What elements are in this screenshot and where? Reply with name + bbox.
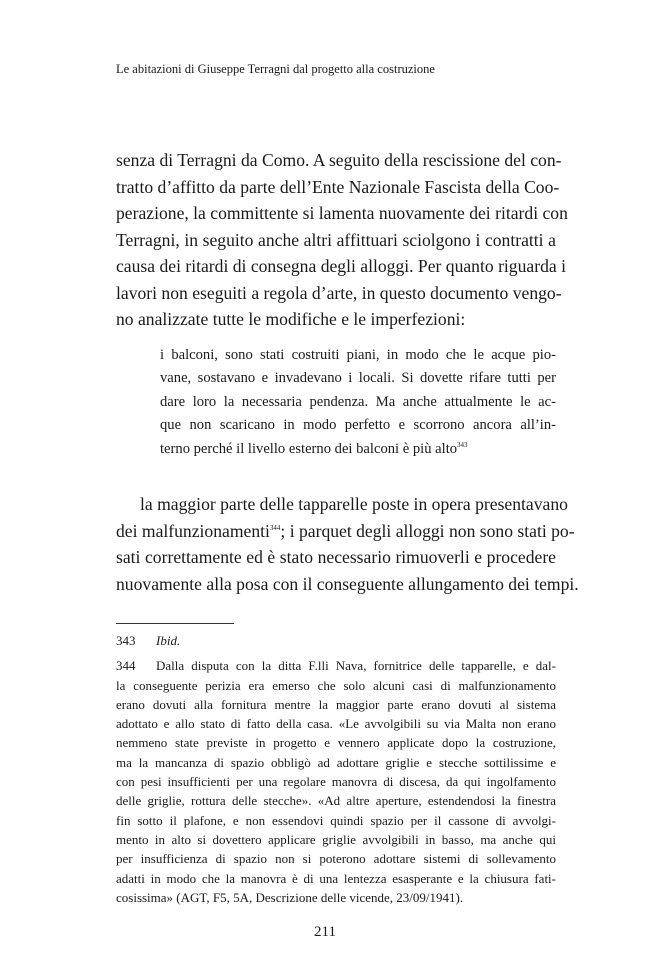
footnote-line: la conseguente perizia era emerso che solo alcuni casi di malfunzionamento: [116, 677, 556, 693]
footnote-number: 343: [116, 633, 136, 648]
body-paragraph-1: [116, 147, 568, 333]
text-line: Terragni, in seguito anche altri affittuari sciolgono i contratti a: [116, 229, 556, 250]
footnote-line: fin sotto il plafone, e non essendovi quindi spazio per il cassone di avvolgi-: [116, 812, 556, 828]
page-number: 211: [314, 924, 336, 940]
text-fragment: dei malfunzionamenti: [116, 520, 270, 541]
footnote-line: mento in alto si dovettero applicare griglie avvolgibili in basso, ma anche qui: [116, 831, 556, 847]
footnote-text: Dalla disputa con la ditta F.lli Nava, fornitrice delle tapparelle, e dal-: [156, 658, 556, 674]
footnote-line-first: [116, 656, 556, 675]
footnote-number: 344: [116, 658, 136, 674]
text-line: lavori non eseguiti a regola d’arte, in questo documento vengo-: [116, 282, 562, 303]
quote-line: vane, sostavano e invadevano i locali. Si dovette rifare tutti per: [160, 370, 556, 387]
footnote-line: con pesi insufficienti per una regolare manovra di discesa, da qui ingolfamento: [116, 774, 556, 790]
footnote-line: per insufficienza di spazio non si poterono adottare sistemi di sollevamento: [116, 851, 556, 867]
footnote-separator: [116, 623, 234, 624]
footnote-line: nemmeno state previste in progetto e vennero applicate dopo la costruzione,: [116, 735, 556, 751]
text-line: sati correttamente ed è stato necessario rimuoverli e procedere: [116, 547, 556, 568]
quote-line: que non scaricano in modo perfetto e scorrono ancora all’in-: [160, 417, 556, 434]
footnote-line: adottato e allo stato di fatto della casa. «Le avvolgibili su via Malta non erano: [116, 716, 556, 732]
text-line: tratto d’affitto da parte dell’Ente Nazionale Fascista della Coo-: [116, 176, 560, 197]
quote-line-text: terno perché il livello esterno dei balconi è più alto: [160, 440, 458, 457]
text-line: perazione, la committente si lamenta nuovamente dei ritardi con: [116, 203, 568, 223]
footnote-line: cosissima» (AGT, F5, 5A, Descrizione delle vicende, 23/09/1941).: [116, 889, 464, 905]
footnote-ref-344[interactable]: 344: [269, 523, 281, 532]
footnotes: [116, 631, 556, 913]
footnote-343: [116, 631, 556, 650]
quote-line: dare loro la necessaria pendenza. Ma anche attualmente le ac-: [160, 393, 556, 410]
text-line: la maggior parte delle tapparelle poste in opera presentavano: [140, 494, 568, 514]
text-line: senza di Terragni da Como. A seguito della rescissione del con-: [116, 150, 562, 170]
block-quote: [160, 344, 556, 461]
footnote-line: adatti in modo che la manovra è di una lentezza esasperante e la chiusura fati-: [116, 870, 556, 886]
footnote-ref-343[interactable]: 343: [457, 440, 468, 449]
quote-line-last: [160, 438, 556, 461]
quote-line: i balconi, sono stati costruiti piani, in modo che le acque pio-: [160, 347, 556, 363]
text-line: nuovamente alla posa con il conseguente allungamento dei tempi.: [116, 574, 579, 595]
text-fragment: ; i parquet degli alloggi non sono stati po-: [280, 520, 575, 541]
body-paragraph-2: [116, 491, 579, 598]
footnote-344: [116, 656, 556, 907]
footnote-line: delle griglie, rottura delle stecche». «Ad altre aperture, estendendosi la finestra: [116, 793, 556, 809]
running-header: Le abitazioni di Giuseppe Terragni dal progetto alla costruzione: [116, 62, 435, 76]
text-line: no analizzate tutte le modifiche e le imperfezioni:: [116, 309, 466, 329]
text-line: causa dei ritardi di consegna degli alloggi. Per quanto riguarda i: [116, 256, 566, 276]
text-line-with-ref: [116, 518, 575, 545]
footnote-line: ma la mancanza di spazio obbligò ad adottare griglie e stecche sottilissime e: [116, 754, 556, 770]
footnote-text: Ibid.: [156, 633, 181, 648]
footnote-line: erano dovuti alla fornitura mentre la maggior parte erano dovuti al sistema: [116, 696, 556, 712]
